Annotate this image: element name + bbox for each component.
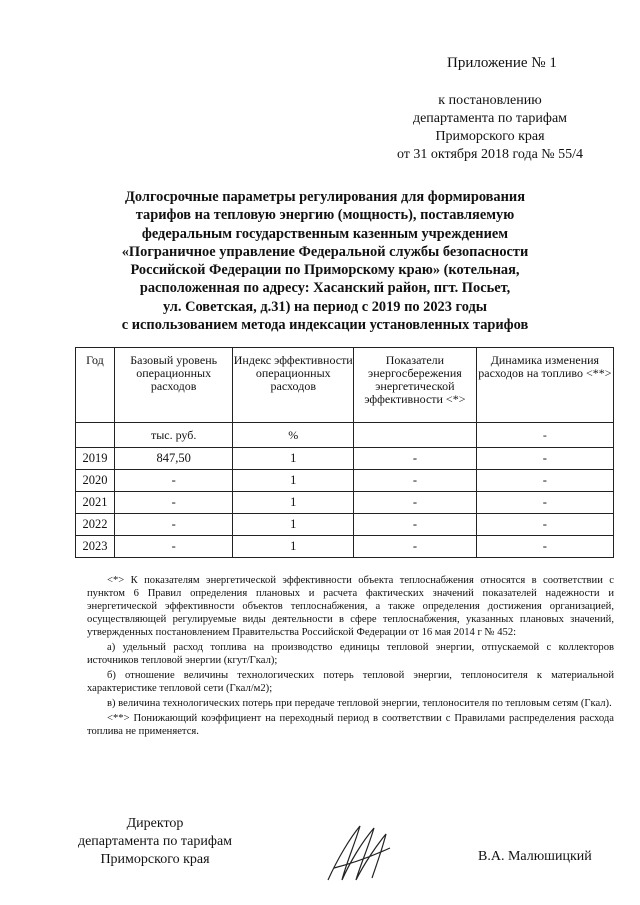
table-cell: [354, 423, 477, 448]
footnotes: [87, 574, 614, 740]
table-cell: 1: [233, 492, 354, 514]
table-cell: -: [114, 470, 233, 492]
table-row: [76, 448, 614, 470]
title-line: федеральным государственным казенным учреждением: [141, 225, 509, 242]
table-row: [76, 514, 614, 536]
table-row: [76, 492, 614, 514]
table-cell: -: [114, 536, 233, 558]
table-cell: -: [114, 514, 233, 536]
table-cell: -: [354, 470, 477, 492]
table-cell: [76, 423, 115, 448]
appendix-line: от 31 октября 2018 года № 55/4: [396, 147, 584, 162]
footnote-paragraph: <**> Понижающий коэффициент на переходный период в соответствии с Правилами распределения расхода топлива не применяется.: [87, 713, 614, 737]
table-cell: 1: [233, 470, 354, 492]
header-fuel-dynamics: Динамика изменения расходов на топливо <**>: [476, 348, 613, 423]
header-energy-saving: Показатели энергосбережения энергетической эффективности <*>: [354, 348, 477, 423]
table-cell: -: [354, 536, 477, 558]
table-cell: -: [354, 514, 477, 536]
title-line: расположенная по адресу: Хасанский район, пгт. Посьет,: [139, 280, 511, 297]
title-line: «Пограничное управление Федеральной службы безопасности: [121, 243, 529, 260]
table-cell: -: [354, 448, 477, 470]
footnote-paragraph: <*> К показателям энергетической эффективности объекта теплоснабжения относятся в соответствии с пунктом 6 Правил определения плановых и расчета фактических значений показателей надежности и энергетической эффективности объектов теплоснабжения, а также определения достижения организацией, осуществляющей регулируемые виды деятельности в сфере теплоснабжения, указанных плановых значений, утвержденных постановлением Правительства Российской Федерации от 16 мая 2014 г № 452:: [87, 575, 614, 638]
table-cell: 2020: [76, 470, 115, 492]
table-cell: -: [476, 448, 613, 470]
table-cell: %: [233, 423, 354, 448]
title-line: Российской Федерации по Приморскому краю» (котельная,: [130, 262, 520, 279]
table-cell: -: [114, 492, 233, 514]
table-cell: -: [354, 492, 477, 514]
header-base-level: Базовый уровень операционных расходов: [114, 348, 233, 423]
table-cell: 2019: [76, 448, 115, 470]
table-cell: -: [476, 536, 613, 558]
title-line: Долгосрочные параметры регулирования для формирования: [125, 189, 525, 205]
table-header-row: [76, 348, 614, 423]
handwritten-signature: [320, 818, 400, 888]
table-units-row: [76, 423, 614, 448]
table-cell: 847,50: [114, 448, 233, 470]
appendix-line: к постановлению: [438, 93, 542, 108]
signer-position: [60, 815, 250, 869]
appendix-line: департамента по тарифам: [412, 111, 568, 126]
footnote-paragraph: б) отношение величины технологических потерь тепловой энергии, теплоносителя к материальной характеристике тепловой сети (Гкал/м2);: [87, 670, 614, 694]
footnote-paragraph: в) величина технологических потерь при передаче тепловой энергии, теплоносителя по тепловым сетям (Гкал).: [107, 698, 612, 709]
table-cell: 1: [233, 448, 354, 470]
table-cell: -: [476, 470, 613, 492]
position-line: департамента по тарифам: [77, 834, 233, 849]
appendix-line: Приморского края: [435, 129, 545, 144]
table-cell: -: [476, 492, 613, 514]
title-line: тарифов на тепловую энергию (мощность), поставляемую: [135, 207, 515, 224]
document-title: [90, 188, 560, 334]
appendix-title: Приложение № 1: [447, 55, 557, 71]
table-cell: -: [476, 514, 613, 536]
table-cell: 2021: [76, 492, 115, 514]
footnote-paragraph: а) удельный расход топлива на производство единицы тепловой энергии, отпускаемой с коллекторов источников тепловой энергии (кгут/Гкал);: [87, 642, 614, 666]
title-line: ул. Советская, д.31) на период с 2019 по 2023 годы: [162, 298, 488, 315]
appendix-reference: [380, 92, 600, 164]
parameters-table: [75, 347, 614, 558]
table-cell: тыс. руб.: [114, 423, 233, 448]
position-line: Директор: [126, 816, 184, 831]
table-row: [76, 536, 614, 558]
table-cell: 2022: [76, 514, 115, 536]
header-year: Год: [76, 348, 115, 423]
title-line: с использованием метода индексации установленных тарифов: [121, 317, 529, 334]
table-row: [76, 470, 614, 492]
table-cell: 1: [233, 514, 354, 536]
table-cell: -: [476, 423, 613, 448]
table-cell: 1: [233, 536, 354, 558]
header-efficiency-index: Индекс эффективности операционных расходов: [233, 348, 354, 423]
position-line: Приморского края: [100, 852, 210, 867]
table-cell: 2023: [76, 536, 115, 558]
signer-name: В.А. Малюшицкий: [478, 849, 592, 864]
